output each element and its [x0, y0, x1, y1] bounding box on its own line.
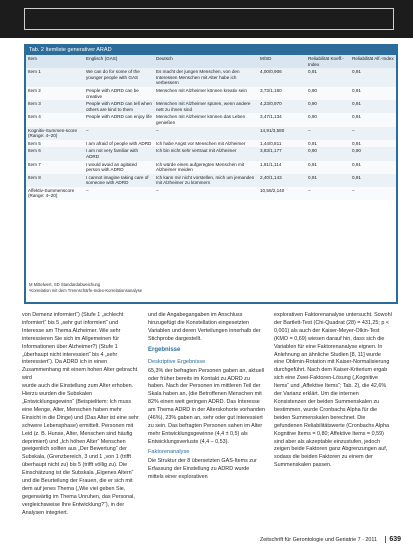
table-cell: 3,47/1,134 — [258, 113, 306, 126]
table-cell: 3,83/1,177 — [258, 147, 306, 160]
table-cell: 0,90 — [306, 147, 350, 160]
table-cell: – — [154, 187, 258, 200]
table-cell: 0,91 — [350, 68, 396, 87]
header-cell: Deutsch — [154, 55, 258, 68]
table-cell: 0,91 — [306, 68, 350, 87]
table-cell: Ich bin nicht sehr vertraut mit Alzheimer — [154, 147, 258, 160]
left-column — [22, 312, 140, 518]
table-cell: Kognitiv-Summen-score (Range: 4–20) — [26, 127, 84, 140]
header-frame — [24, 8, 394, 30]
table-cell: Ich kann mir nicht vorstellen, mich um jemanden mit Alzheimer zu kümmern — [154, 174, 258, 187]
page-footer — [0, 536, 413, 548]
table-row — [26, 87, 396, 100]
table-cell: 0,91 — [350, 140, 396, 148]
table-cell: 4,00/0,906 — [258, 68, 306, 87]
table-cell: – — [84, 187, 154, 200]
middle-column — [148, 312, 266, 481]
table-cell: Item 6 — [26, 147, 84, 160]
table-cell: I would avoid an agitated person with ADRD — [84, 161, 154, 174]
table-cell: 0,91 — [306, 161, 350, 174]
table-cell: Item 2 — [26, 87, 84, 100]
table-cell: Menschen mit Alzheimer können kreativ sein — [154, 87, 258, 100]
table-row — [26, 174, 396, 187]
table-cell: Item 3 — [26, 100, 84, 113]
table-row — [26, 187, 396, 200]
table-row — [26, 147, 396, 160]
header-cell: Englisch (GAS) — [84, 55, 154, 68]
table-cell: 3,73/1,160 — [258, 87, 306, 100]
table-cell: We can do for some of the younger people with GAS — [84, 68, 154, 87]
table-cell: 0,91 — [350, 113, 396, 126]
body-paragraph: Die Struktur der 8 übersetzten GAS-Items zur Erfassung der Einstellung zu ADRD wurde mittels einer explorativen — [148, 457, 257, 480]
table-cell: 0,91 — [306, 140, 350, 148]
table-cell: 0,90 — [306, 100, 350, 113]
body-paragraph: explorativen Faktorenanalyse untersucht. Sowohl der Bartlett-Test (Chi-Quadrat (28) = 431,25; p < 0,001) als auch der Kaiser-Meyer-Olkin-Test (KMO = 0,69) wiesen darauf hin, dass sich die Variablen für eine Faktorenanalyse eignen. In Anlehnung an ähnliche Studien [8, 11] wurde eine Oblimin-Rotation mit Kaiser-Normalisierung durchgeführt. Nach dem Kaiser-Kriterium ergab sich eine Zwei-Faktoren-Lösung („Kognitive Items“ und „Affektive Items“; Tab. 2), die 42,6% der Varianz erklärt. Um die internen Konsistenzen der beiden Summenskalen zu bestimmen, wurde Cronbachs Alpha für die beiden Summenskalen berechnet. Die gefundenen Reliabilitätswerte (Cronbachs Alpha Kognitive Items = 0,80; Affektive Items = 0,59) sind aber als akzeptable einzustufen, jedoch zeigen beide Faktoren ganz Abgrenzungen auf, sodass die beiden Faktoren zu einem der Summenskalen passen. — [274, 312, 392, 469]
table-cell: 0,91 — [350, 87, 396, 100]
header-cell: Reliabilität Alf.-Index — [350, 55, 396, 68]
table-cell: Item 4 — [26, 113, 84, 126]
table-cell: 1,44/0,811 — [258, 140, 306, 148]
table-caption: Tab. 2 Itemliste generativer ARAD — [26, 46, 396, 55]
table-cell: 1,91/1,114 — [258, 161, 306, 174]
table-cell: Item 5 — [26, 140, 84, 148]
right-column — [274, 312, 392, 470]
table-cell: 0,91 — [306, 174, 350, 187]
table-cell: People with ADRD can enjoy life — [84, 113, 154, 126]
table-cell: I cannot imagine taking care of someone with ADRD — [84, 174, 154, 187]
table-cell: I am afraid of people with ADRD — [84, 140, 154, 148]
body-paragraph: wurde auch die Einstellung zum Alter erhoben. Hierzu wurden die Subskalen „Entwicklungsgewinn“ (Beispielitem: Ich muss eine Menge, Alter, Menschen haben mehr Einsicht in die Dinge) und (Das Alter ist eine sehr schwere Lebensphase) ermittelt. Personen mit Leid (z. B. Hunse, Alter, Menschen sind häufig deprimiert) und „Ich höhen Alter“ Menschen geeigenlich sollten aus „Der Bewertung“ der Subskala, (Grenzbereich, 3 und 1 „von 1 (trifft überhaupt nicht zu) bis 5 (trifft völlig zu). Die Einschätzung ist die Subskala „Eigenes Altern“ und die Beurteilung der Frauen, die er sich mit dem auf jenes Thema („Wie viel geben Sie, gegenwärtig im Thema Unruhen, das Personal, vergleichsweise Ihre Entwicklung?“), in der Analysen integriert. — [22, 383, 139, 516]
table-cell: Ich würde einen aufgeregten Menschen mit Alzheimer meiden — [154, 161, 258, 174]
table-cell: Menschen mit Alzheimer spüren, wenn andere nett zu ihnen sind — [154, 100, 258, 113]
table-row — [26, 113, 396, 126]
table-cell: Affektiv-Summenscore (Range: 4–20) — [26, 187, 84, 200]
table-cell: 10,58/2,140 — [258, 187, 306, 200]
page-number: 639 — [385, 536, 401, 543]
table-row — [26, 100, 396, 113]
table-cell: 0,91 — [350, 174, 396, 187]
table-cell: Item 8 — [26, 174, 84, 187]
subheading-deskriptive: Deskriptive Ergebnisse — [148, 358, 206, 365]
header-cell: M/SD — [258, 55, 306, 68]
table-2 — [24, 44, 398, 304]
table-cell: Item 1 — [26, 68, 84, 87]
table-cell: 0,90 — [306, 113, 350, 126]
body-paragraph: von Demenz informiert“) (Stufe 1 „schlecht informiert“ bis 5 „sehr gut informiert“ und Interesse am Thema Alzheimer. Wie sehr interessieren Sie sich im Allgemeinen für Informationen über Alzheimer?) (Stufe 1 „überhaupt nicht interessiert“ bis 4 „sehr interessiert“). Da ADRD ich in einen Zusammenhang mit einem hohen Alter gebracht wird — [22, 312, 138, 382]
table-cell: 0,91 — [350, 100, 396, 113]
top-header-band — [0, 0, 413, 38]
table-footnote: ¹Korrelation mit dem Trennschärfe-Index-Korrelationsanalyse — [29, 288, 143, 293]
table-cell: – — [350, 187, 396, 200]
body-paragraph: und die Angabegangaben im Anschluss hinzugefügt die Konstellation eingesetzten Variablen und deren Verteilungen innerhalb der Stichprobe dargestellt. — [148, 312, 261, 342]
section-heading-ergebnisse: Ergebnisse — [148, 346, 181, 353]
table-cell: Item 7 — [26, 161, 84, 174]
table-cell: I am not very familiar with ADRD — [84, 147, 154, 160]
table-cell: People with ADRD can tell when others are kind to them — [84, 100, 154, 113]
table-header-row — [26, 55, 396, 68]
header-cell: Item — [26, 55, 84, 68]
table-cell: – — [306, 127, 350, 140]
table-cell: – — [350, 127, 396, 140]
journal-title: Zeitschrift für Gerontologie und Geriatrie 7 · 2011 — [259, 537, 377, 543]
header-cell: Reliabilität Koeff.-Index — [306, 55, 350, 68]
table-row — [26, 68, 396, 87]
table-cell: Ich habe Angst vor Menschen mit Alzheimer — [154, 140, 258, 148]
body-paragraph: 65,3% der befragten Personen gaben an, aktuell oder früher bereits im Kontakt zu ADRD zu haben. Nach der Personen im mittleren Teil der Skala haben an, (die Betroffenen Menschen mit 82% einen weit geringen ADRD. Das Interesse am Thema ADRD in der Alterskohorte vorhanden (46%), 23% gaben an, sehr oder gut interessiert zu sein. Das befragten Personen sahen im Alter mehr Entwicklungsgewinne (4,4 ± 0,5) als Entwicklungsverluste (4,4 – 0,53). — [148, 367, 266, 445]
table-cell: Menschen mit Alzheimer können das Leben genießen — [154, 113, 258, 126]
subheading-faktorenanalyse: Faktorenanalyse — [148, 448, 190, 455]
table-footnote: M Mittelwert, SD Standardabweichung — [29, 282, 101, 287]
table-cell: 0,90 — [350, 147, 396, 160]
table-row — [26, 127, 396, 140]
table-cell: Es macht der jungen Menschen, von den Interessen Menschen mit Alter habe ich verbessern — [154, 68, 258, 87]
table-cell: People with ADRD can be creative — [84, 87, 154, 100]
table-row — [26, 140, 396, 148]
table-cell: 4,23/0,970 — [258, 100, 306, 113]
table-cell: 14,91/3,580 — [258, 127, 306, 140]
table-cell: 0,90 — [306, 87, 350, 100]
table-cell: – — [84, 127, 154, 140]
table-row — [26, 161, 396, 174]
table-cell: 0,91 — [350, 161, 396, 174]
data-table — [26, 55, 396, 200]
table-cell: 2,40/1,143 — [258, 174, 306, 187]
table-cell: – — [306, 187, 350, 200]
table-cell: – — [154, 127, 258, 140]
